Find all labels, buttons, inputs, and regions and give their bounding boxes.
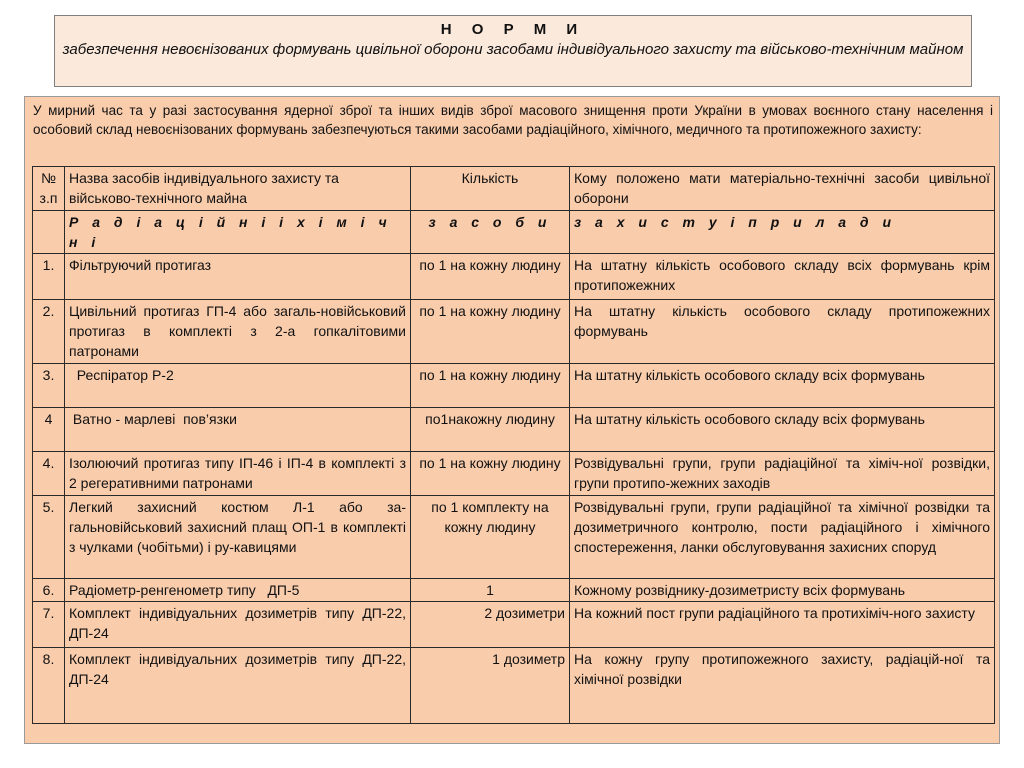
table-row (33, 579, 995, 602)
header-who: Кому положено мати матеріально-технічні засоби цивільної оборони (570, 167, 995, 211)
row-qty: 1 дозиметр (411, 648, 570, 724)
page-title: Н О Р М И (440, 21, 586, 38)
section-label-2: з а с о б и (411, 211, 570, 254)
norms-table (32, 166, 995, 724)
table-row (33, 364, 995, 408)
section-row (33, 211, 995, 254)
row-num: 5. (33, 496, 65, 579)
row-num: 1. (33, 254, 65, 300)
row-who: Розвідувальні групи, групи радіаційної та хіміч-ної розвідки, групи протипо-жежних заходів (570, 452, 995, 496)
header-num: № з.п (33, 167, 65, 211)
row-qty: по 1 на кожну людину (411, 364, 570, 408)
row-qty: по 1 комплекту на кожну людину (411, 496, 570, 579)
page-subtitle: забезпечення невоєнізованих формувань цивільної оборони засобами індивідуального захисту та військово-технічним майном (62, 41, 964, 58)
table-header-row (33, 167, 995, 211)
row-name: Комплект індивідуальних дозиметрів типу ДП-22, ДП-24 (65, 648, 411, 724)
header-name: Назва засобів індивідуального захисту та військово-технічного майна (65, 167, 411, 211)
row-name: Легкий захисний костюм Л-1 або за-гальновійськовий захисний плащ ОП-1 в комплекті з чулками (чобітьми) і ру-кавицями (65, 496, 411, 579)
table-row (33, 602, 995, 648)
table-row (33, 254, 995, 300)
row-qty: 1 (411, 579, 570, 602)
section-label-3: з а х и с т у і п р и л а д и (570, 211, 995, 254)
table-row (33, 648, 995, 724)
table-row (33, 452, 995, 496)
row-qty: по1накожну людину (411, 408, 570, 452)
row-num: 7. (33, 602, 65, 648)
row-who: На кожну групу протипожежного захисту, радіацій-ної та хімічної розвідки (570, 648, 995, 724)
table-row (33, 300, 995, 364)
row-num: 6. (33, 579, 65, 602)
title-box (54, 15, 972, 87)
row-num: 3. (33, 364, 65, 408)
row-num: 8. (33, 648, 65, 724)
row-name: Ізолюючий протигаз типу ІП-46 і ІП-4 в комплекті з 2 регеративними патронами (65, 452, 411, 496)
row-num: 2. (33, 300, 65, 364)
row-name: Фільтруючий протигаз (65, 254, 411, 300)
table-row (33, 496, 995, 579)
row-who: На штатну кількість особового складу всіх формувань (570, 364, 995, 408)
row-who: На штатну кількість особового складу протипожежних формувань (570, 300, 995, 364)
table-row (33, 408, 995, 452)
row-qty: по 1 на кожну людину (411, 300, 570, 364)
content-panel (24, 96, 1000, 744)
row-who: Розвідувальні групи, групи радіаційної та хімічної розвідки та дозиметричного контролю, пости радіаційного і хімічного спостереження, ланки обслуговування захисних споруд (570, 496, 995, 579)
row-num: 4. (33, 452, 65, 496)
row-name: Респіратор Р-2 (65, 364, 411, 408)
row-who: На кожний пост групи радіаційного та протихіміч-ного захисту (570, 602, 995, 648)
row-qty: по 1 на кожну людину (411, 254, 570, 300)
intro-paragraph: У мирний час та у разі застосування ядерної зброї та інших видів зброї масового знищення проти України в умовах воєнного стану населення і особовий склад невоєнізованих формувань забезпечуються такими засобами радіаційного, хімічного, медичного та протипожежного захисту: (33, 103, 993, 137)
row-name: Комплект індивідуальних дозиметрів типу ДП-22, ДП-24 (65, 602, 411, 648)
row-who: На штатну кількість особового складу всіх формувань (570, 408, 995, 452)
row-qty: по 1 на кожну людину (411, 452, 570, 496)
row-name: Цивільний протигаз ГП-4 або загаль-новійськовий протигаз в комплекті з 2-а гопкалітовими патронами (65, 300, 411, 364)
row-who: Кожному розвіднику-дозиметристу всіх формувань (570, 579, 995, 602)
section-label-1: Р а д і а ц і й н і і х і м і ч н і (65, 211, 411, 254)
row-qty: 2 дозиметри (411, 602, 570, 648)
row-num: 4 (33, 408, 65, 452)
row-name: Радіометр-ренгенометр типу ДП-5 (65, 579, 411, 602)
row-who: На штатну кількість особового складу всіх формувань крім протипожежних (570, 254, 995, 300)
row-name: Ватно - марлеві пов’язки (65, 408, 411, 452)
header-qty: Кількість (411, 167, 570, 211)
section-empty-cell (33, 211, 65, 254)
